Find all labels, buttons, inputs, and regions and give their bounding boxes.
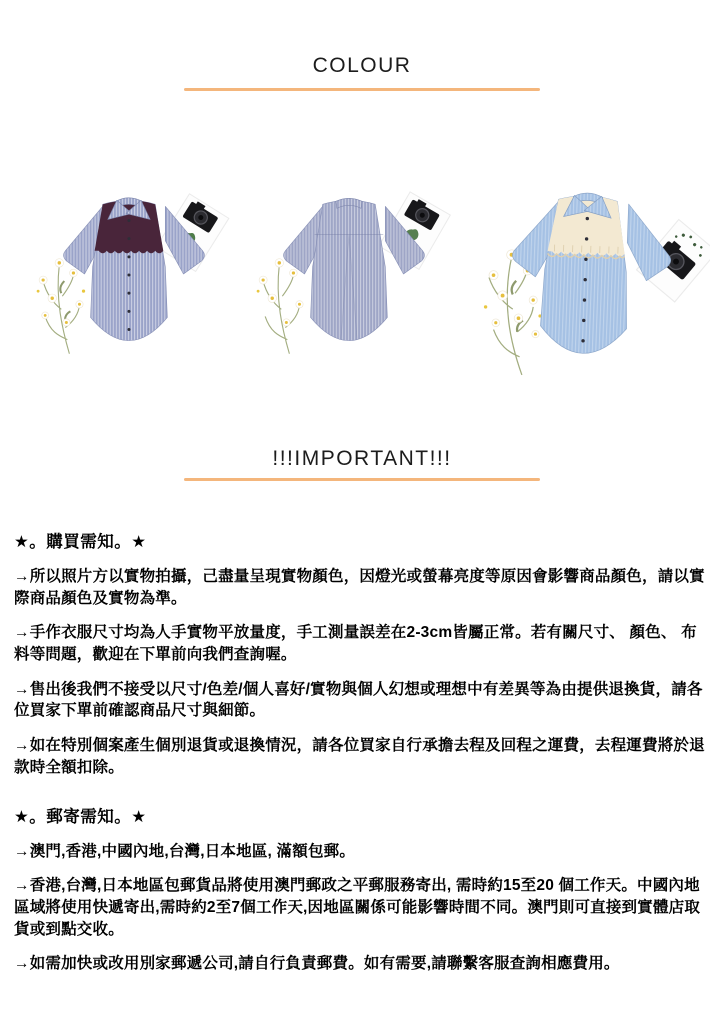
shipping-notes-heading: ★。郵寄需知。★ (14, 807, 147, 826)
accent-divider-line (184, 478, 540, 481)
important-section-title: !!!IMPORTANT!!! (272, 447, 452, 470)
purchase-note-2: →手作衣服尺寸均為人手實物平放量度，手工測量誤差在2-3cm皆屬正常。若有關尺寸、 顏色、 布料等問題，歡迎在下單前向我們查詢喔。 (14, 624, 697, 664)
daisy-flowers-prop (257, 255, 303, 354)
purchase-note-1: →所以照片方以實物拍攝，己盡量呈現實物顏色，因燈光或螢幕亮度等原因會影響商品顏色，請以實際商品顏色及實物為準。 (14, 568, 705, 607)
shipping-note-1: →澳門,香港,中國內地,台灣,日本地區, 滿額包郵。 (14, 842, 356, 860)
colour-section-title: COLOUR (312, 54, 412, 77)
shipping-note-2: →香港,台灣,日本地區包郵貨品將使用澳門郵政之平郵服務寄出, 需時約15至20 個工作天。中國內地區域將使用快遞寄出,需時約2至7個工作天,因地區關係可能影響時間不同。澳門則可直接到實體店取貨或到點交收。 (14, 877, 701, 938)
purchase-note-3: →售出後我們不接受以尺寸/色差/個人喜好/實物與個人幻想或理想中有差異等為由提供退換貨，請各位買家下單前確認商品尺寸與細節。 (14, 680, 703, 720)
daisy-flowers-prop (37, 255, 85, 354)
product-photo-back-view (248, 180, 460, 367)
product-photo-front-dark-yoke (28, 180, 240, 367)
shipping-note-3: →如需加快或改用別家郵遞公司,請自行負責郵費。如有需要,請聯繫客服查詢相應費用。 (14, 955, 620, 973)
purchase-notes-heading: ★。購買需知。★ (14, 533, 147, 551)
accent-divider-line (184, 88, 540, 91)
purchase-note-4: →如在特別個案產生個別退貨或退換情況，請各位買家自行承擔去程及回程之運費，去程運費將於退款時全額扣除。 (14, 737, 705, 776)
product-photo-front-cream-yoke (472, 173, 710, 383)
notes-section (14, 528, 712, 988)
